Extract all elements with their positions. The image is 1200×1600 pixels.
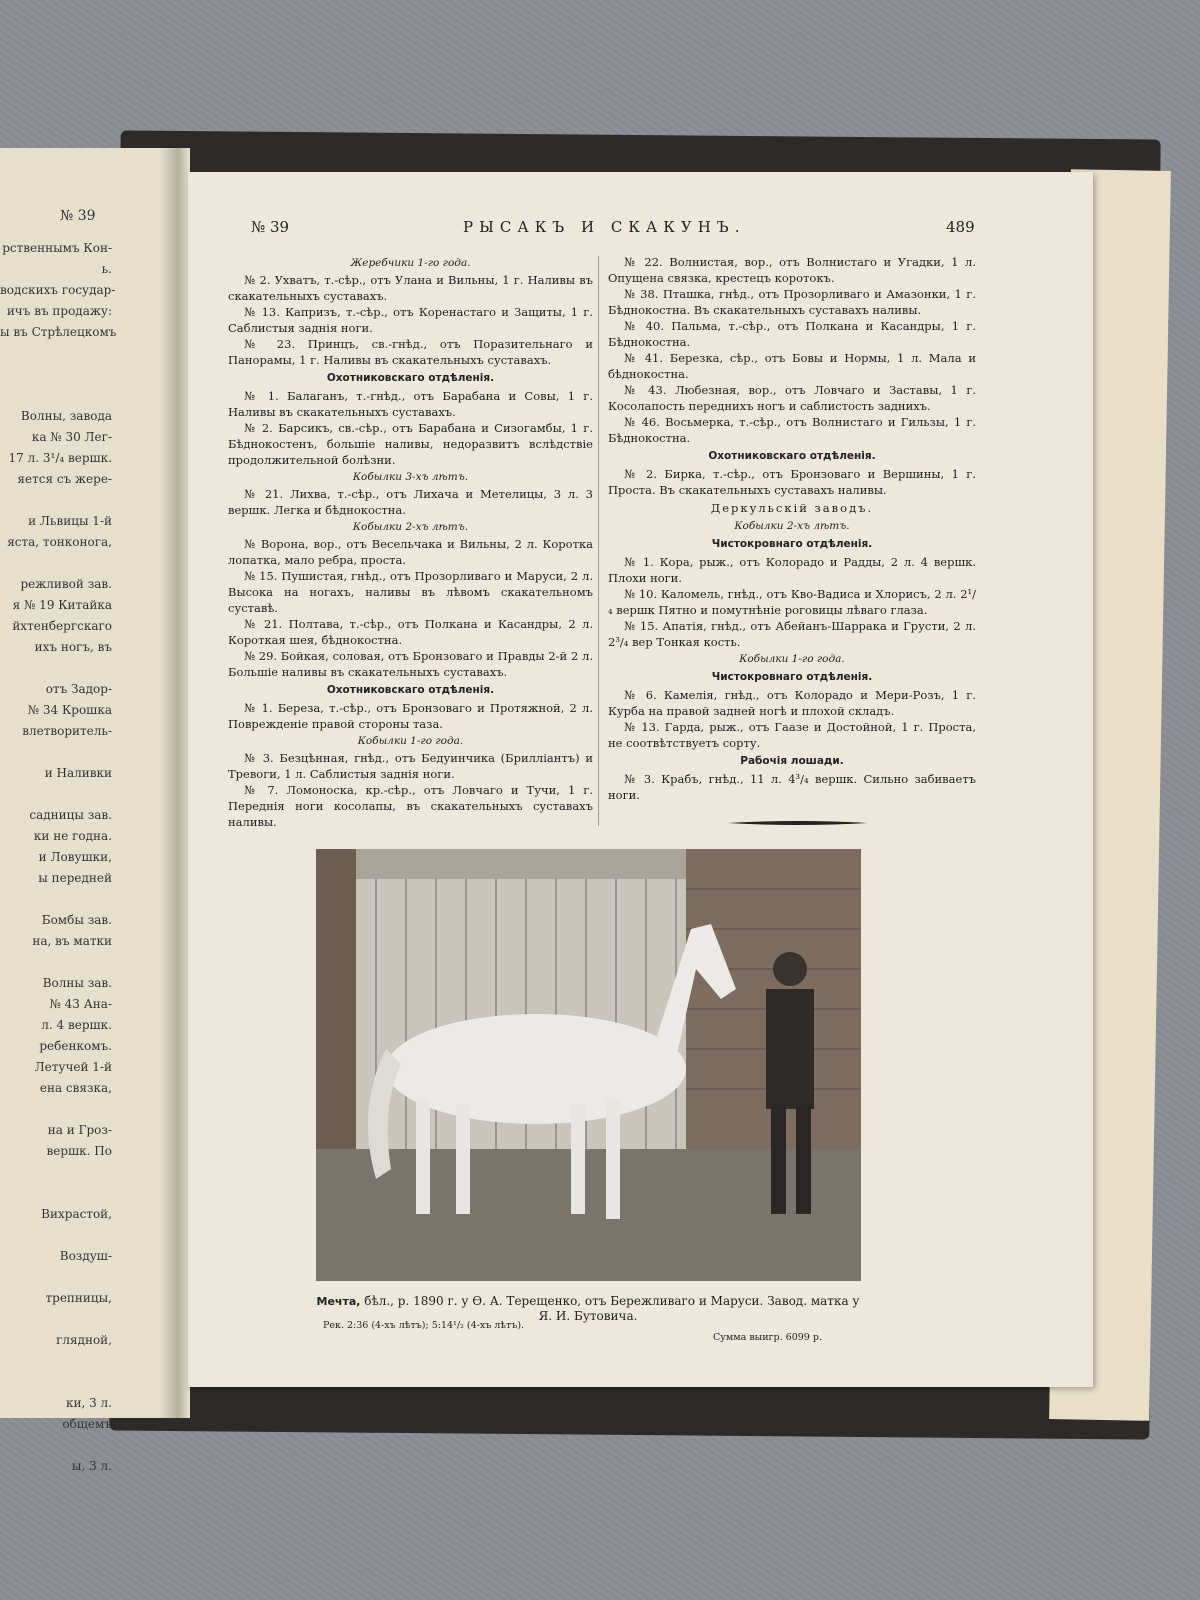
left-page-line: № 34 Крошка	[27, 703, 112, 717]
subheading: Кобылки 2-хъ лѣтъ.	[352, 521, 469, 533]
left-page-line: яста, тонконога,	[7, 535, 112, 549]
left-page-line: ы въ Стрѣлецкомъ	[0, 325, 117, 339]
book-gutter	[160, 148, 190, 1418]
left-page-line: ка № 30 Лег-	[31, 430, 112, 444]
right-page	[188, 172, 1093, 1387]
left-page-line: Воздуш-	[59, 1249, 112, 1263]
left-page-line: влетворитель-	[22, 724, 112, 738]
entry-paragraph: № 13. Гарда, рыж., отъ Гаазе и Достойной, 1 г. Проста, не соотвѣтствуетъ сорту.	[608, 720, 976, 750]
entry-paragraph: № 23. Принцъ, св.-гнѣд., отъ Поразительнаго и Панорамы, 1 г. Наливы въ скакательныхъ суставахъ.	[228, 337, 593, 367]
subheading: Кобылки 1-го года.	[739, 653, 845, 665]
entry-paragraph: № 10. Каломель, гнѣд., отъ Кво-Вадиса и Хлорисъ, 2 л. 2¹/₄ вершк Пятно и помутнѣніе роговицы лѣваго глаза.	[608, 587, 976, 617]
subheading: Кобылки 1-го года.	[357, 735, 464, 747]
left-page-line: на, въ матки	[32, 934, 112, 948]
subheading: Кобылки 2-хъ лѣтъ.	[734, 520, 850, 532]
left-page-line: Бомбы зав.	[41, 913, 112, 927]
subheading: Кобылки 3-хъ лѣтъ.	[352, 471, 469, 483]
entry-paragraph: № 6. Камелія, гнѣд., отъ Колорадо и Мери-Розъ, 1 г. Курба на правой задней ногѣ и плохой складъ.	[608, 688, 976, 718]
section-heading: Чистокровнаго отдѣленія.	[711, 538, 873, 550]
entry-paragraph: № 15. Апатія, гнѣд., отъ Абейанъ-Шаррака и Грусти, 2 л. 2³/₄ вер Тонкая кость.	[608, 619, 976, 649]
entry-paragraph: № 15. Пушистая, гнѣд., отъ Прозорливаго и Маруси, 2 л. Высока на ногахъ, наливы въ лѣвомъ скакательномъ суставѣ.	[228, 569, 593, 615]
left-page-line: ребенкомъ.	[39, 1039, 112, 1053]
left-page-line: садницы зав.	[29, 808, 112, 822]
left-page-line: ы передней	[38, 871, 112, 885]
left-page-line: 17 л. 3¹/₄ вершк.	[8, 451, 112, 465]
entry-paragraph: № 46. Восьмерка, т.-сѣр., отъ Волнистаго и Гильзы, 1 г. Бѣднокостна.	[608, 415, 976, 445]
entry-paragraph: № 43. Любезная, вор., отъ Ловчаго и Заставы, 1 г. Косолапость переднихъ ногъ и саблистость заднихъ.	[608, 383, 976, 413]
left-page-line: режливой зав.	[20, 577, 112, 591]
section-heading: Охотниковскаго отдѣленія.	[708, 450, 876, 462]
entry-paragraph: № 40. Пальма, т.-сѣр., отъ Полкана и Касандры, 1 г. Бѣднокостна.	[608, 319, 976, 349]
column-rule	[598, 256, 599, 826]
left-page-line: л. 4 вершк.	[41, 1018, 112, 1032]
entry-paragraph: № 22. Волнистая, вор., отъ Волнистаго и Угадки, 1 л. Опущена связка, крестецъ коротокъ.	[608, 255, 976, 285]
entry-paragraph: № 7. Ломоноска, кр.-сѣр., отъ Ловчаго и Тучи, 1 г. Переднія ноги косолапы, въ скакательныхъ суставахъ наливы.	[228, 783, 593, 829]
left-page-line: ь.	[101, 262, 112, 276]
section-heading: Чистокровнаго отдѣленія.	[711, 671, 873, 683]
left-column	[228, 254, 593, 830]
left-page-line: ки, 3 л.	[65, 1396, 112, 1410]
left-page-line: № 43 Ана-	[49, 997, 112, 1011]
left-page-line: на и Гроз-	[47, 1123, 112, 1137]
entry-paragraph: № 13. Капризъ, т.-сѣр., отъ Коренастаго и Защиты, 1 г. Саблистыя заднія ноги.	[228, 305, 593, 335]
left-page-line: ы, 3 л.	[71, 1459, 112, 1473]
entry-paragraph: № 21. Лихва, т.-сѣр., отъ Лихача и Метелицы, 3 л. 3 вершк. Легка и бѣднокостна.	[228, 487, 593, 517]
entry-paragraph: № 1. Кора, рыж., отъ Колорадо и Радды, 2 л. 4 вершк. Плохи ноги.	[608, 555, 976, 585]
entry-paragraph: № 38. Пташка, гнѣд., отъ Прозорливаго и Амазонки, 1 г. Бѣднокостна. Въ скакательныхъ суставахъ наливы.	[608, 287, 976, 317]
entry-paragraph: № 21. Полтава, т.-сѣр., отъ Полкана и Касандры, 2 л. Короткая шея, бѣднокостна.	[228, 617, 593, 647]
ornament-rule	[728, 820, 868, 826]
entry-paragraph: № 3. Безцѣнная, гнѣд., отъ Бедуинчика (Брилліантъ) и Тревоги, 1 л. Саблистыя заднія ноги.	[228, 751, 593, 781]
left-page-line: ихъ ногъ, въ	[34, 640, 112, 654]
caption-record: Рек. 2:36 (4-хъ лѣтъ); 5:14¹/₂ (4-хъ лѣтъ).	[323, 1320, 525, 1331]
left-page-line: йхтенбергскаго	[12, 619, 112, 633]
left-page-line: глядной,	[56, 1333, 112, 1347]
left-page-line: яется съ жере-	[17, 472, 112, 486]
entry-paragraph: № 1. Береза, т.-сѣр., отъ Бронзоваго и Протяжной, 2 л. Поврежденіе правой стороны таза.	[228, 701, 593, 731]
left-page-number: № 39	[60, 208, 96, 224]
caption-horse-name: Мечта,	[316, 1295, 361, 1308]
left-page-line: вершк. По	[46, 1144, 112, 1158]
entry-paragraph: № 2. Барсикъ, св.-сѣр., отъ Барабана и Сизогамбы, 1 г. Бѣднокостенъ, большіе наливы, недоразвитъ вслѣдствіе продолжительной болѣзни.	[228, 421, 593, 467]
left-page-line: Летучей 1-й	[34, 1060, 112, 1074]
left-page-line: Волны зав.	[42, 976, 112, 990]
entry-paragraph: № 1. Балаганъ, т.-гнѣд., отъ Барабана и Совы, 1 г. Наливы въ скакательныхъ суставахъ.	[228, 389, 593, 419]
entry-paragraph: № Ворона, вор., отъ Весельчака и Вильны, 2 л. Коротка лопатка, мало ребра, проста.	[228, 537, 593, 567]
section-heading: Охотниковскаго отдѣленія.	[326, 372, 495, 384]
left-page-line: и Ловушки,	[38, 850, 112, 864]
caption-winnings: Сумма выигр. 6099 р.	[713, 1332, 822, 1343]
horse-photograph	[316, 849, 861, 1281]
left-page-line: и Львицы 1-й	[28, 514, 112, 528]
left-page-line: и Наливки	[44, 766, 112, 780]
section-heading: Охотниковскаго отдѣленія.	[326, 684, 495, 696]
left-page-line: рственнымъ Кон-	[2, 241, 112, 255]
right-column	[608, 254, 976, 803]
entry-paragraph: № 29. Бойкая, соловая, отъ Бронзоваго и Правды 2-й 2 л. Большіе наливы въ скакательныхъ суставахъ.	[228, 649, 593, 679]
entry-paragraph: № 3. Крабъ, гнѣд., 11 л. 4³/₄ вершк. Сильно забиваетъ ноги.	[608, 772, 976, 802]
subheading: Жеребчики 1-го года.	[350, 257, 471, 269]
left-page-line: водскихъ государ-	[0, 283, 116, 297]
left-page-line: ичъ въ продажу:	[6, 304, 112, 318]
section-heading: Рабочія лошади.	[740, 755, 844, 767]
left-page-line: ки не годна.	[33, 829, 112, 843]
stud-farm-heading: Деркульскій заводъ.	[710, 501, 874, 515]
left-page-line: общемъ	[62, 1417, 112, 1431]
entry-paragraph: № 41. Березка, сѣр., отъ Бовы и Нормы, 1 л. Мала и бѣднокостна.	[608, 351, 976, 381]
caption-text: бѣл., р. 1890 г. у Ѳ. А. Терещенко, отъ Бережливаго и Маруси. Завод. матка у Я. И. Бутовича.	[360, 1294, 860, 1323]
left-page-line: я № 19 Китайка	[12, 598, 112, 612]
entry-paragraph: № 2. Ухватъ, т.-сѣр., отъ Улана и Вильны, 1 г. Наливы въ скакательныхъ суставахъ.	[228, 273, 593, 303]
left-page-line: ена связка,	[39, 1081, 112, 1095]
left-page-line: Вихрастой,	[41, 1207, 112, 1221]
left-page-line: Волны, завода	[20, 409, 112, 423]
left-page-line: отъ Задор-	[45, 682, 112, 696]
journal-title: РЫСАКЪ И СКАКУНЪ.	[463, 218, 746, 236]
page-number: 489	[946, 218, 975, 236]
left-page-line: трепницы,	[45, 1291, 112, 1305]
entry-paragraph: № 2. Бирка, т.-сѣр., отъ Бронзоваго и Вершины, 1 г. Проста. Въ скакательныхъ суставахъ наливы.	[608, 467, 976, 497]
issue-number: № 39	[251, 218, 290, 236]
